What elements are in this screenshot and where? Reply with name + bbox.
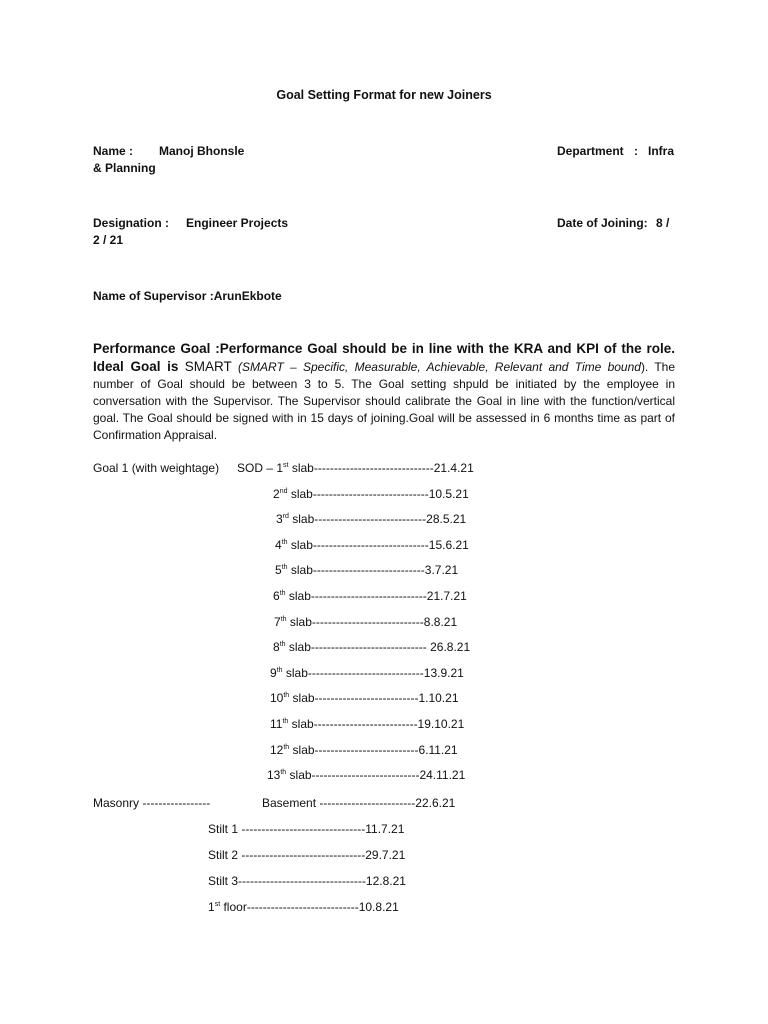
- supervisor-name: Name of Supervisor :ArunEkbote: [93, 289, 282, 303]
- smart-label: SMART: [184, 359, 232, 374]
- goal1-slab-row: [273, 589, 467, 603]
- slab-number: 2: [273, 486, 280, 501]
- masonry-item-label: Stilt 3: [208, 874, 239, 888]
- department-value-cont: & Planning: [93, 161, 156, 175]
- slab-number: 4: [275, 537, 282, 552]
- goal1-slab-row: [270, 717, 464, 731]
- slab-number: 5: [275, 563, 282, 578]
- slab-date-line: slab-----------------------------15.6.21: [287, 537, 469, 552]
- floor-number: 1: [208, 900, 215, 914]
- slab-ordinal-suffix: th: [281, 564, 288, 572]
- slab-date-line: slab----------------------------3.7.21: [287, 563, 459, 578]
- doj-label: Date of Joining:: [557, 216, 648, 230]
- slab-date-line: slab------------------------------21.4.21: [288, 461, 474, 475]
- sod-prefix: SOD –: [237, 461, 277, 475]
- slab-ordinal-suffix: th: [283, 743, 290, 751]
- slab-number: 12: [270, 742, 284, 757]
- slab-ordinal-suffix: th: [279, 641, 286, 649]
- performance-goal-paragraph: [93, 340, 675, 444]
- slab-date-line: slab--------------------------19.10.21: [288, 717, 465, 731]
- masonry-label: Masonry -----------------: [93, 796, 211, 810]
- designation-label: Designation :: [93, 216, 170, 230]
- slab-ordinal-suffix: th: [279, 590, 286, 597]
- slab-number: 6: [273, 589, 280, 603]
- goal1-slab-row: [270, 691, 459, 705]
- doj-value: 8 /: [656, 216, 670, 230]
- slab-number: 13: [267, 768, 281, 783]
- masonry-date-line: -------------------------------11.7.21: [241, 822, 405, 836]
- goal1-slab-row: [275, 563, 458, 577]
- masonry-row: [208, 822, 404, 836]
- masonry-row: [208, 848, 405, 862]
- slab-ordinal-suffix: nd: [279, 487, 288, 495]
- slab-date-line: slab-----------------------------13.9.21: [282, 665, 464, 680]
- goal1-slab-row: [273, 487, 469, 501]
- slab-date-line: slab-----------------------------10.5.21: [287, 486, 469, 501]
- goal1-slab-row: [274, 615, 457, 629]
- slab-date-line: slab----------------------------28.5.21: [288, 512, 467, 527]
- slab-number: 11: [270, 717, 283, 731]
- department-label: Department: [557, 144, 624, 158]
- slab-number: 3: [276, 512, 283, 527]
- slab-ordinal-suffix: th: [283, 692, 290, 700]
- slab-number: 9: [270, 665, 277, 680]
- slab-date-line: slab--------------------------6.11.21: [289, 742, 458, 757]
- performance-goal-lead: Performance Goal should be in line with the KRA and KPI of the role. Ideal Goal is: [93, 341, 675, 374]
- slab-date-line: slab----------------------------8.8.21: [286, 614, 458, 629]
- slab-ordinal-suffix: th: [282, 718, 289, 725]
- goal1-slab-row: [270, 743, 458, 757]
- name-label: Name :: [93, 144, 134, 158]
- masonry-row: [208, 900, 399, 914]
- slab-number: 1: [276, 461, 284, 475]
- goal1-label: Goal 1 (with weightage): [93, 461, 220, 475]
- masonry-date-line: Basement ------------------------22.6.21: [262, 796, 456, 810]
- slab-ordinal-suffix: th: [281, 538, 288, 546]
- slab-date-line: slab-----------------------------21.7.21: [285, 589, 467, 603]
- slab-number: 10: [270, 691, 284, 706]
- smart-definition: (SMART – Specific, Measurable, Achievable, Relevant and Time bound: [238, 360, 641, 374]
- slab-number: 7: [274, 614, 281, 629]
- slab-ordinal-suffix: th: [280, 615, 287, 623]
- slab-ordinal-suffix: rd: [282, 513, 289, 521]
- doj-value-cont: 2 / 21: [93, 233, 124, 247]
- department-separator: :: [634, 144, 638, 158]
- masonry-item-label: Stilt 2: [208, 848, 242, 862]
- slab-ordinal-suffix: st: [283, 462, 289, 469]
- goal1-slab-row: [267, 768, 465, 782]
- slab-ordinal-suffix: th: [280, 769, 287, 777]
- masonry-row: [262, 796, 455, 810]
- goal1-slab-row: [276, 512, 466, 526]
- slab-date-line: slab--------------------------1.10.21: [289, 691, 459, 706]
- performance-goal-body: ). The number of Goal should be between 3 to 5. The Goal setting shpuld be initiated by the employee in conversation with the Supervisor. The Supervisor should calibrate the Goal in line with the function/vertical goal. The Goal should be signed with in 15 days of joining.Goal will be assessed in 6 months time as part of Confirmation Appraisal.: [93, 360, 676, 442]
- masonry-date-line: floor----------------------------10.8.21: [220, 900, 399, 914]
- goal1-slab-row: [237, 461, 474, 475]
- designation-value: Engineer Projects: [186, 216, 289, 230]
- floor-ordinal-suffix: st: [214, 901, 221, 908]
- department-value: Infra: [648, 144, 675, 158]
- document-title: Goal Setting Format for new Joiners: [276, 88, 492, 102]
- goal1-slab-row: [275, 538, 469, 552]
- goal1-slab-row: [270, 666, 464, 680]
- name-value: Manoj Bhonsle: [159, 144, 245, 158]
- slab-date-line: slab---------------------------24.11.21: [286, 768, 466, 783]
- slab-ordinal-suffix: th: [276, 666, 283, 674]
- masonry-row: [208, 874, 406, 888]
- goal1-slab-row: [273, 640, 470, 654]
- masonry-date-line: -------------------------------29.7.21: [241, 848, 406, 862]
- masonry-item-label: Stilt 1: [208, 822, 242, 836]
- slab-date-line: slab----------------------------- 26.8.21: [285, 640, 471, 655]
- performance-goal-title: Performance Goal :: [93, 341, 220, 356]
- slab-number: 8: [273, 640, 280, 655]
- masonry-date-line: --------------------------------12.8.21: [238, 874, 406, 888]
